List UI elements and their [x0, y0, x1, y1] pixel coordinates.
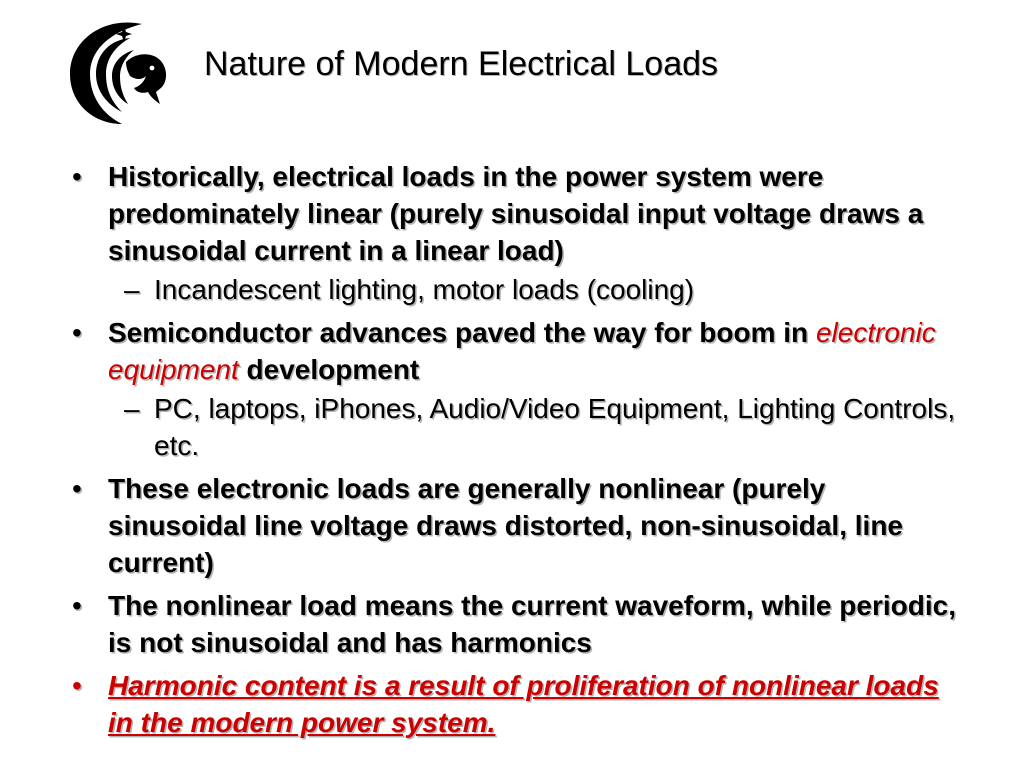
- bullet-text: The nonlinear load means the current waveform, while periodic, is not sinusoidal and has harmonics: [108, 590, 956, 658]
- highlighted-bullet-text: Harmonic content is a result of proliferation of nonlinear loads in the modern power system.: [108, 670, 939, 738]
- bullet-item: [68, 470, 968, 581]
- bullet-item: [68, 158, 968, 269]
- bullet-text-before: Semiconductor advances paved the way for boom in: [108, 317, 809, 348]
- bullet-text-after: development: [246, 354, 420, 385]
- sub-bullet-item: [68, 390, 968, 464]
- bullet-text: These electronic loads are generally nonlinear (purely sinusoidal line voltage draws distorted, non-sinusoidal, line current): [108, 473, 904, 578]
- sub-bullet-text: PC, laptops, iPhones, Audio/Video Equipment, Lighting Controls, etc.: [154, 393, 956, 461]
- bullet-item: [68, 587, 968, 661]
- sub-bullet-text: Incandescent lighting, motor loads (cooling): [154, 274, 695, 305]
- sub-bullet-item: [68, 271, 968, 308]
- sub-bullet-marker: –: [124, 274, 140, 305]
- bullet-marker: •: [72, 670, 82, 701]
- bullet-list: [68, 158, 968, 741]
- bullet-marker: •: [72, 161, 82, 192]
- emphasized-phrase: electronic equipment: [108, 317, 936, 385]
- bullet-item-highlighted: [68, 667, 968, 741]
- bullet-marker: •: [72, 473, 82, 504]
- sub-bullet-marker: –: [124, 393, 140, 424]
- slide-title: Nature of Modern Electrical Loads: [204, 45, 719, 83]
- bullet-marker: •: [72, 317, 82, 348]
- bullet-text: Historically, electrical loads in the power system were predominately linear (purely sinusoidal input voltage draws a sinusoidal current in a linear load): [108, 161, 924, 266]
- bullet-marker: •: [72, 590, 82, 621]
- bullet-item: [68, 314, 968, 388]
- ucf-pegasus-logo-icon: [64, 16, 176, 128]
